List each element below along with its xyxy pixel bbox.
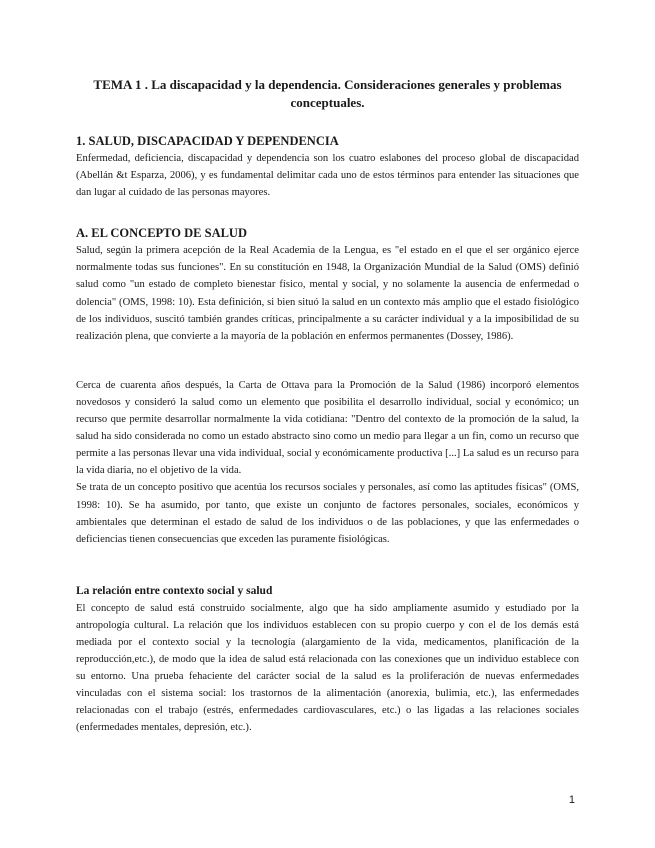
document-title: TEMA 1 . La discapacidad y la dependencia. Consideraciones generales y problemas conceptuales. [93,77,562,110]
section-a-paragraph-1: Salud, según la primera acepción de la Real Academia de la Lengua, es "el estado en el que el ser orgánico ejerce normalmente todas sus funciones". En su constitución en 1948, la Organización Mundial de la Salud (OMS) definió salud como "un estado de completo bienestar físico, mental y social, y no solamente la ausencia de enfermedad o dolencia" (OMS, 1998: 10). Esta definición, si bien situó la salud en un contexto más amplio que el estado fisiológico de los individuos, suscitó también grandes críticas, principalmente a su carácter individual y a la imposibilidad de su realización plena, que convierte a la mayoría de la población en enfermos permanentes (Dossey, 1986). [76,245,579,342]
section-b-paragraph: El concepto de salud está construido socialmente, algo que ha sido ampliamente asumido y estudiado por la antropología cultural. La relación que los individuos establecen con su propio cuerpo y con el de los demás está mediada por el contexto social y la tecnología (alargamiento de la vida, medicamentos, planificación de la reproducción,etc.), de modo que la idea de salud está relacionada con las conexiones que un individuo establece con su entorno. Una prueba fehaciente del carácter social de la salud es la proliferación de nuevas enfermedades vinculadas con el sistema social: los trastornos de la alimentación (anorexia, bulimia, etc.), las enfermedades relacionadas con el trabajo (estrés, enfermedades cardiovasculares, etc.) o las ligadas a las relaciones sociales (enfermedades mentales, depresión, etc.). [76,602,579,734]
section-1-heading: 1. SALUD, DISCAPACIDAD Y DEPENDENCIA [76,134,339,148]
section-a-paragraph-3: Se trata de un concepto positivo que acentúa los recursos sociales y personales, así como las aptitudes físicas" (OMS, 1998: 10). Se ha asumido, por tanto, que existe un conjunto de factores personales, sociales, económicos y ambientales que determinan el estado de salud de los individuos o de las poblaciones, y que las enfermedades o deficiencias tienen consecuencias que exceden las puramente fisiológicas. [76,482,579,545]
page-content [76,76,579,737]
section-a-heading: A. EL CONCEPTO DE SALUD [76,226,247,241]
section-b-heading: La relación entre contexto social y salud [76,584,273,597]
section-1-paragraph: Enfermedad, deficiencia, discapacidad y dependencia son los cuatro eslabones del proceso global de discapacidad (Abellán &t Esparza, 2006), y es fundamental delimitar cada uno de estos términos para entender las situaciones que dan lugar al cuidado de las personas mayores. [76,153,579,199]
section-a-paragraph-2: Cerca de cuarenta años después, la Carta de Ottava para la Promoción de la Salud (1986) incorporó elementos novedosos y consideró la salud como un elemento que posibilita el desarrollo individual, social y económico; un recurso que permite desarrollar normalmente la vida cotidiana: "Dentro del contexto de la promoción de la salud, la salud ha sido considerada no como un estado abstracto sino como un medio para llegar a un fin, como un recurso que permite a las personas llevar una vida individual, social y económicamente productiva [...] La salud es un recurso para la vida diaria, no el objetivo de la vida. [76,379,579,477]
page-number: 1 [568,794,575,806]
